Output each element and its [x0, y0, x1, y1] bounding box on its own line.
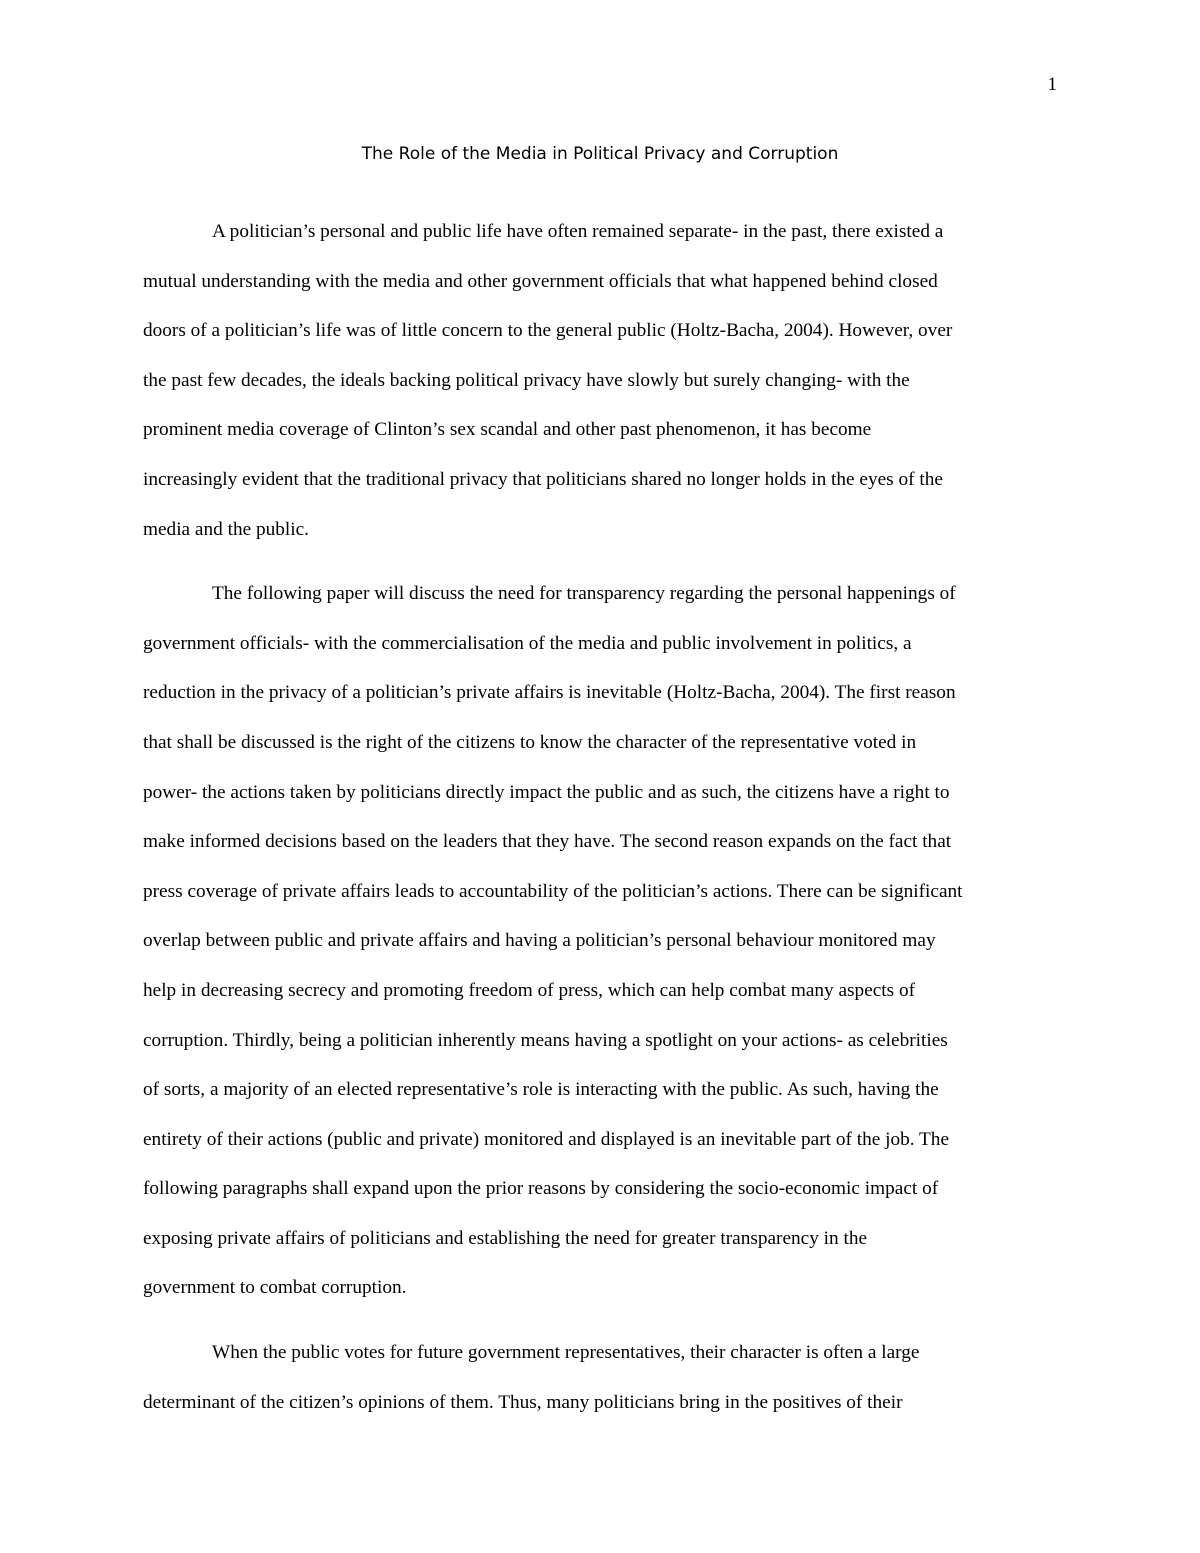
paragraph-line: power- the actions taken by politicians directly impact the public and as such, the citizens have a right to — [143, 781, 950, 803]
paragraph-line: government officials- with the commercialisation of the media and public involvement in politics, a — [143, 632, 912, 654]
paragraph-line: determinant of the citizen’s opinions of them. Thus, many politicians bring in the positives of their — [143, 1391, 903, 1413]
paragraph-line: doors of a politician’s life was of little concern to the general public (Holtz-Bacha, 2004). However, over — [143, 320, 953, 342]
body-paragraph — [143, 1328, 1057, 1427]
body-paragraph — [143, 207, 1057, 554]
paragraph-line: exposing private affairs of politicians and establishing the need for greater transparency in the — [143, 1227, 868, 1249]
paragraph-line: that shall be discussed is the right of the citizens to know the character of the representative voted in — [143, 731, 917, 753]
paragraph-line: reduction in the privacy of a politician’s private affairs is inevitable (Holtz-Bacha, 2004). The first reason — [143, 682, 956, 704]
paragraph-line: overlap between public and private affairs and having a politician’s personal behaviour monitored may — [143, 930, 936, 952]
paragraph-line: When the public votes for future government representatives, their character is often a large — [212, 1342, 920, 1364]
paragraph-line: A politician’s personal and public life have often remained separate- in the past, there existed a — [212, 221, 944, 242]
paragraph-line: the past few decades, the ideals backing political privacy have slowly but surely changing- with the — [143, 369, 910, 391]
paragraph-line: press coverage of private affairs leads to accountability of the politician’s actions. There can be significant — [143, 880, 963, 902]
paragraph-line: make informed decisions based on the leaders that they have. The second reason expands on the fact that — [143, 831, 952, 853]
paragraph-line: following paragraphs shall expand upon the prior reasons by considering the socio-economic impact of — [143, 1178, 939, 1200]
page-number: 1 — [1047, 74, 1057, 95]
paragraph-line: government to combat corruption. — [143, 1277, 407, 1299]
paragraph-line: media and the public. — [143, 518, 309, 540]
paragraph-line: of sorts, a majority of an elected representative’s role is interacting with the public. As such, having the — [143, 1079, 939, 1101]
paragraph-line: The following paper will discuss the need for transparency regarding the personal happenings of — [212, 583, 956, 605]
paragraph-line: prominent media coverage of Clinton’s sex scandal and other past phenomenon, it has become — [143, 419, 872, 441]
document-body — [143, 207, 1057, 1442]
paragraph-line: corruption. Thirdly, being a politician inherently means having a spotlight on your actions- as celebrities — [143, 1029, 948, 1051]
body-paragraph — [143, 569, 1057, 1313]
paragraph-line: increasingly evident that the traditional privacy that politicians shared no longer holds in the eyes of the — [143, 468, 943, 490]
paragraph-line: help in decreasing secrecy and promoting freedom of press, which can help combat many aspects of — [143, 979, 916, 1001]
paragraph-line: entirety of their actions (public and private) monitored and displayed is an inevitable part of the job. The — [143, 1128, 949, 1150]
document-title: The Role of the Media in Political Privacy and Corruption — [361, 144, 839, 164]
paragraph-line: mutual understanding with the media and other government officials that what happened behind closed — [143, 270, 938, 292]
